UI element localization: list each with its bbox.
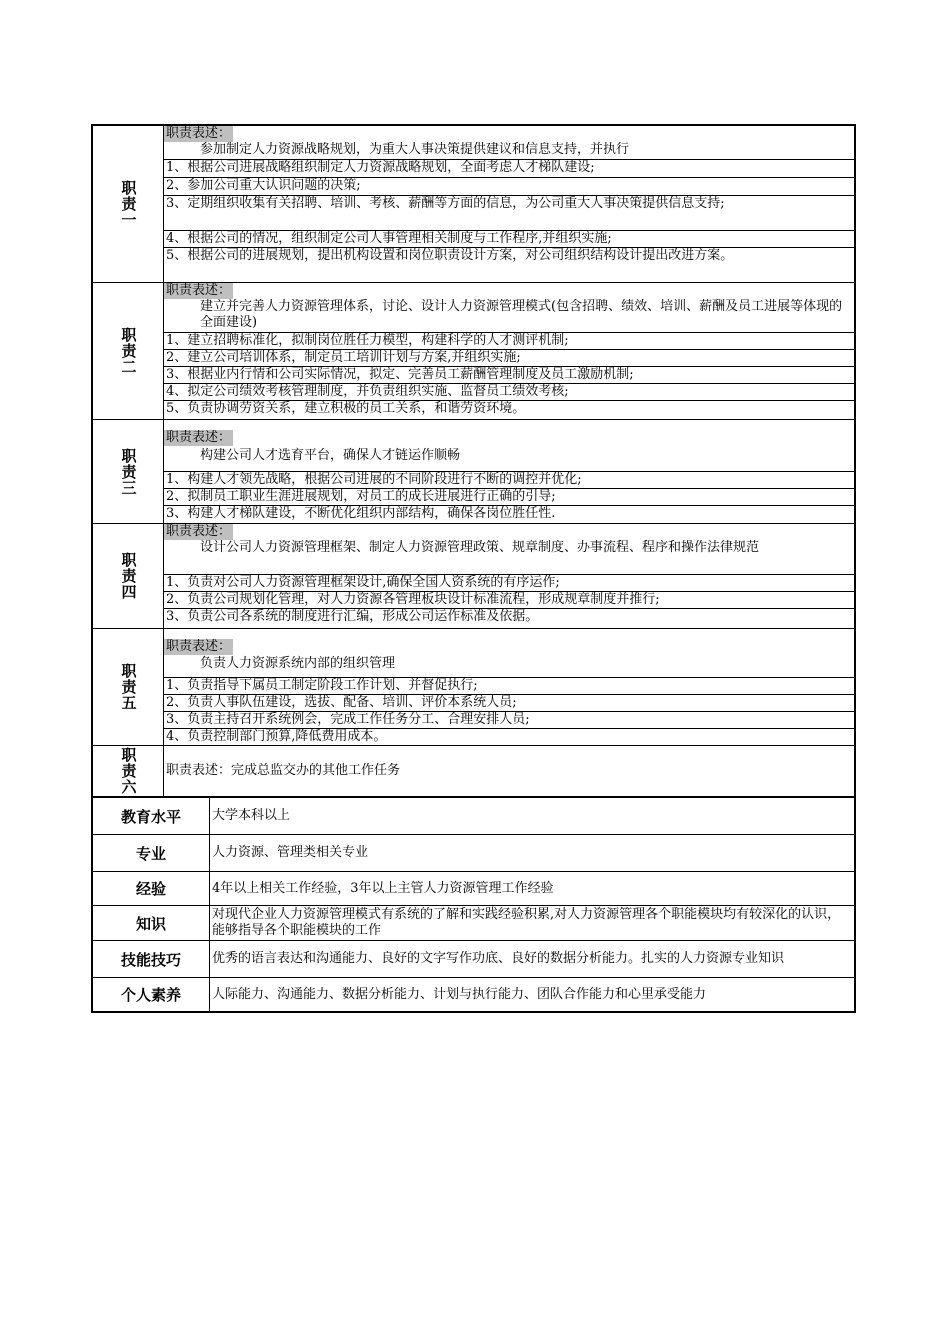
duty-item: 3、负责公司各系统的制度进行汇编，形成公司运作标准及依据。 — [166, 609, 539, 624]
requirement-row-skills — [93, 941, 854, 978]
duty-item: 3、定期组织收集有关招聘、培训、考核、薪酬等方面的信息，为公司重大人事决策提供信息支持; — [164, 196, 854, 231]
requirement-row-knowledge — [93, 906, 854, 941]
duty-section-6 — [93, 746, 854, 798]
requirement-label: 专业 — [93, 835, 210, 871]
requirement-label: 经验 — [93, 872, 210, 905]
requirement-value: 优秀的语言表达和沟通能力、良好的文字写作功底、良好的数据分析能力。扎实的人力资源专业知识 — [212, 951, 785, 966]
duty-item: 2、参加公司重大认识问题的决策; — [164, 178, 854, 196]
requirement-value: 对现代企业人力资源管理模式有系统的了解和实践经验积累,对人力资源管理各个职能模块均有较深化的认识，能够指导各个职能模块的工作 — [212, 907, 841, 938]
job-description-table — [91, 124, 856, 1013]
requirement-value: 人际能力、沟通能力、数据分析能力、计划与执行能力、团队合作能力和心里承受能力 — [212, 986, 707, 1002]
requirement-label: 个人素养 — [93, 978, 210, 1011]
requirement-value: 4年以上相关工作经验，3年以上主管人力资源管理工作经验 — [212, 880, 554, 896]
duty-header: 职责表述： — [166, 283, 232, 298]
duty-body — [164, 524, 854, 628]
requirement-label: 知识 — [93, 906, 210, 940]
requirement-value: 大学本科以上 — [212, 808, 291, 823]
duty-header: 职责表述： — [166, 524, 232, 539]
duty-section-4 — [93, 524, 854, 629]
duty-statement: 构建公司人才选育平台，确保人才链运作顺畅 — [164, 446, 854, 472]
duty-section-2 — [93, 283, 854, 420]
duty-header: 职责表述： — [166, 126, 232, 141]
duty-label: 职责五 — [93, 629, 164, 745]
duty-section-1 — [93, 126, 854, 283]
duty-item: 2、负责公司规划化管理，对人力资源各管理板块设计标准流程，形成规章制度并推行; — [164, 592, 854, 609]
duty-section-3 — [93, 420, 854, 524]
requirement-row-experience — [93, 872, 854, 906]
duty-item: 4、拟定公司绩效考核管理制度，并负责组织实施、监督员工绩效考核; — [164, 384, 854, 401]
duty-item: 3、负责主持召开系统例会，完成工作任务分工、合理安排人员; — [164, 712, 854, 729]
duty-item: 5、负责协调劳资关系，建立积极的员工关系，和谐劳资环境。 — [166, 401, 526, 416]
requirement-row-education — [93, 798, 854, 835]
requirement-label: 技能技巧 — [93, 941, 210, 977]
duty-statement: 职责表述：完成总监交办的其他工作任务 — [166, 763, 401, 778]
duty-label: 职责六 — [93, 746, 164, 796]
duty-item: 1、建立招聘标准化，拟制岗位胜任力模型，构建科学的人才测评机制; — [164, 333, 854, 350]
duty-body — [164, 629, 854, 745]
duty-item: 1、根据公司进展战略组织制定人力资源战略规划，全面考虑人才梯队建设; — [164, 160, 854, 178]
duty-item: 1、负责对公司人力资源管理框架设计,确保全国人资系统的有序运作; — [164, 575, 854, 592]
requirement-row-personal — [93, 978, 854, 1011]
duty-statement: 负责人力资源系统内部的组织管理 — [164, 655, 854, 678]
duty-item: 1、负责指导下属员工制定阶段工作计划、并督促执行; — [164, 678, 854, 695]
duty-body — [164, 746, 854, 796]
duty-statement: 参加制定人力资源战略规划，为重大人事决策提供建议和信息支持，并执行 — [164, 142, 854, 160]
duty-label: 职责四 — [93, 524, 164, 628]
duty-label: 职责一 — [93, 126, 164, 282]
duty-header: 职责表述： — [166, 639, 232, 654]
duty-header: 职责表述： — [166, 430, 232, 445]
duty-body — [164, 126, 854, 282]
duty-item: 2、建立公司培训体系，制定员工培训计划与方案,并组织实施; — [164, 350, 854, 367]
duty-body — [164, 420, 854, 523]
duty-item: 1、构建人才领先战略，根据公司进展的不同阶段进行不断的调控并优化; — [164, 472, 854, 489]
requirement-label: 教育水平 — [93, 798, 210, 834]
duty-statement: 设计公司人力资源管理框架、制定人力资源管理政策、规章制度、办事流程、程序和操作法律规范 — [164, 540, 854, 575]
duty-item: 3、构建人才梯队建设，不断优化组织内部结构，确保各岗位胜任性. — [166, 506, 556, 521]
requirement-row-major — [93, 835, 854, 872]
duty-item: 2、负责人事队伍建设，选拔、配备、培训、评价本系统人员; — [164, 695, 854, 712]
duty-item: 5、根据公司的进展规划，提出机构设置和岗位职责设计方案，对公司组织结构设计提出改进方案。 — [166, 248, 734, 263]
requirement-value: 人力资源、管理类相关专业 — [212, 845, 369, 860]
duty-item: 3、根据业内行情和公司实际情况，拟定、完善员工薪酬管理制度及员工激励机制; — [164, 367, 854, 384]
duty-statement: 建立并完善人力资源管理体系，讨论、设计人力资源管理模式(包含招聘、绩效、培训、薪酬及员工进展等体现的全面建设) — [164, 299, 854, 333]
duty-section-5 — [93, 629, 854, 746]
duty-label: 职责二 — [93, 283, 164, 419]
duty-label: 职责三 — [93, 420, 164, 523]
duty-item: 4、负责控制部门预算,降低费用成本。 — [166, 729, 387, 744]
duty-body — [164, 283, 854, 419]
duty-item: 4、根据公司的情况，组织制定公司人事管理相关制度与工作程序,并组织实施; — [164, 231, 854, 248]
duty-item: 2、拟制员工职业生涯进展规划，对员工的成长进展进行正确的引导; — [164, 489, 854, 506]
